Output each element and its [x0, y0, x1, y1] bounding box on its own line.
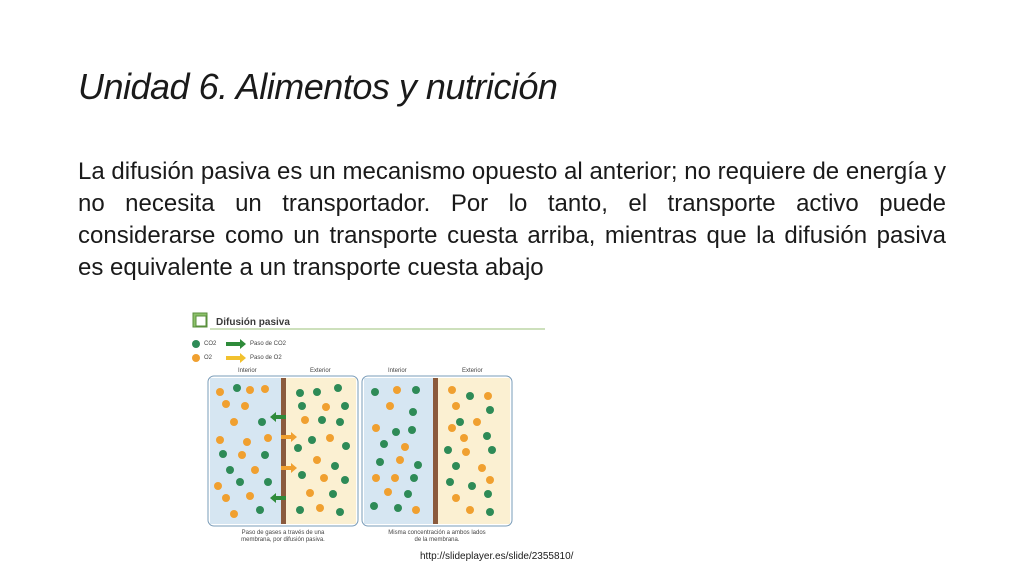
left-caption-line2: membrana, por difusión pasiva. — [241, 537, 325, 543]
o2-legend-dot — [192, 354, 200, 362]
co2-arrow-label: Paso de CO2 — [250, 341, 287, 347]
left-caption-line1: Paso de gases a través de una — [241, 530, 325, 536]
figure-title: Difusión pasiva — [216, 317, 290, 328]
o2-legend-label: O2 — [204, 355, 213, 361]
right-panel — [362, 376, 512, 526]
co2-legend-dot — [192, 340, 200, 348]
right-exterior-label: Exterior — [462, 368, 483, 374]
left-interior-label: Interior — [238, 368, 257, 374]
figure-graphic — [190, 310, 550, 550]
o2-arrow-label: Paso de O2 — [250, 355, 282, 361]
left-panel — [208, 376, 358, 526]
left-panel-caption — [210, 530, 356, 544]
right-caption-line1: Misma concentración a ambos lados — [388, 530, 486, 536]
co2-legend-label: CO2 — [204, 341, 217, 347]
left-exterior-label: Exterior — [310, 368, 331, 374]
right-panel-caption — [364, 530, 510, 544]
co2-arrow-icon — [226, 339, 246, 349]
o2-arrow-icon — [226, 353, 246, 363]
passive-diffusion-figure — [190, 310, 550, 550]
right-caption-line2: de la membrana. — [414, 537, 460, 543]
slide-title: Unidad 6. Alimentos y nutrición — [78, 66, 558, 107]
membrane — [281, 378, 286, 524]
right-interior-label: Interior — [388, 368, 407, 374]
figure-header-icon — [193, 313, 207, 327]
source-url: http://slideplayer.es/slide/2355810/ — [420, 551, 574, 562]
slide-body-text: La difusión pasiva es un mecanismo opuesto al anterior; no requiere de energía y no necesita un transportador. Por lo tanto, el transporte activo puede considerarse como un transporte cuesta arriba, mientras que la difusión pasiva es equivalente a un transporte cuesta abajo — [78, 158, 946, 281]
membrane — [433, 378, 438, 524]
